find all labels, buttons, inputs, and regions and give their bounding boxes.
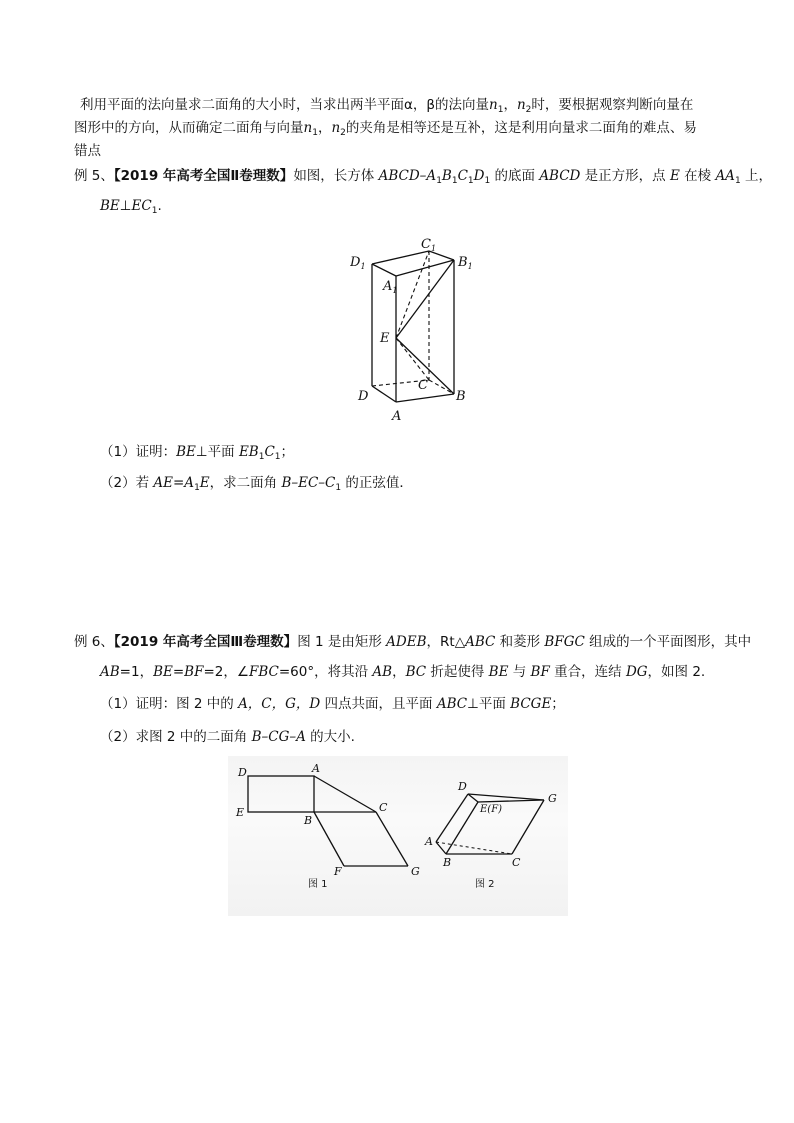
- angle: FBC: [248, 664, 279, 680]
- plane: BCGE: [510, 696, 552, 712]
- subscript: 1: [467, 176, 474, 186]
- segment: BE: [488, 664, 509, 680]
- subscript: 2: [340, 128, 346, 138]
- ex6-text: 与: [508, 664, 531, 680]
- ex6-figures-svg: [228, 756, 568, 916]
- ex6-text: ，Rt△: [426, 634, 466, 650]
- plane: ABC: [436, 696, 468, 712]
- ex5-solid-name: ABCD–A: [378, 168, 437, 184]
- subscript: 1: [312, 128, 318, 138]
- q-text: 若: [135, 475, 154, 491]
- ex5-text: 上，: [740, 168, 772, 184]
- q-number: （2）: [100, 475, 136, 491]
- q-text: ；: [551, 696, 565, 712]
- fig1-label-F: F: [334, 865, 342, 878]
- intro-text: 时，要根据观察判断向量在: [531, 97, 694, 113]
- fig2-label-D: D: [458, 780, 467, 793]
- period: .: [157, 198, 162, 214]
- fig1-label-E: E: [236, 806, 245, 819]
- vector-n2: n: [331, 120, 341, 136]
- dihedral-angle: B–CG–A: [251, 729, 306, 745]
- ex5-text: 在棱: [679, 168, 716, 184]
- equation: AE=A: [153, 475, 195, 491]
- q-text: 证明：: [135, 444, 177, 460]
- label-E: E: [380, 331, 390, 346]
- segment: BC: [405, 664, 427, 680]
- q-number: （2）: [100, 729, 136, 745]
- intro-text: 的夹角是相等还是互补，这是利用向量求二面角的难点、易: [345, 120, 697, 136]
- ex6-text: 组成的一个平面图形，其中: [584, 634, 752, 650]
- segment: BE: [153, 664, 173, 680]
- fig1-label-D: D: [238, 766, 247, 779]
- ex6-number: 例 6、: [74, 634, 114, 650]
- subscript: 1: [258, 452, 265, 462]
- ex5-text: 是正方形，点: [580, 168, 670, 184]
- ex5-solid-name: D: [473, 168, 485, 184]
- separator: ，: [503, 97, 517, 113]
- q-text: 的大小.: [305, 729, 355, 745]
- ex6-question-2: [100, 727, 355, 747]
- label-A: A: [392, 409, 402, 424]
- q-text: ⊥平面: [195, 444, 239, 460]
- q-number: （1）: [100, 444, 136, 460]
- ex5-condition: [100, 196, 162, 216]
- separator: ，: [317, 120, 332, 136]
- fig2-label-A: A: [425, 835, 433, 848]
- ex6-figures: [228, 756, 568, 916]
- ex6-text: 折起使得: [426, 664, 489, 680]
- ex6-text: 重合，连结: [549, 664, 626, 680]
- segment: AB: [100, 664, 120, 680]
- ex5-edge: AA: [715, 168, 735, 184]
- vector-n1: n: [303, 120, 313, 136]
- ex6-text: 图 1 是由矩形: [297, 634, 387, 650]
- segment: AB: [372, 664, 393, 680]
- ex6-conditions: [100, 662, 705, 682]
- ex5-source: 【2019 年高考全国Ⅱ卷理数】: [113, 168, 294, 184]
- ex5-base: ABCD: [539, 168, 581, 184]
- q-number: （1）: [100, 696, 136, 712]
- label-D1: $D_1$: [350, 255, 366, 271]
- intro-text: 利用平面的法向量求二面角的大小时，当求出两半平面α，β的法向量: [80, 97, 490, 113]
- rect-name: ADEB: [386, 634, 427, 650]
- ex5-solid-name: B: [441, 168, 452, 184]
- ex6-text: =: [172, 664, 185, 680]
- label-B: B: [456, 389, 466, 404]
- equation: E: [199, 475, 210, 491]
- fig2-caption: 图 2: [475, 879, 495, 890]
- ex6-text: 和菱形: [495, 634, 545, 650]
- label-A1: $A_1$: [383, 279, 398, 295]
- ex6-question-1: [100, 694, 565, 714]
- q-text: ⊥平面: [467, 696, 511, 712]
- ex6-source: 【2019 年高考全国Ⅲ卷理数】: [113, 634, 298, 650]
- ex6-text: =2，∠: [203, 664, 249, 680]
- intro-line-1: [80, 95, 693, 115]
- ex5-question-2: [100, 473, 413, 493]
- ex5-text: 的底面: [490, 168, 540, 184]
- q-text: 的正弦值．: [341, 475, 413, 491]
- q-text: 四点共面，且平面: [320, 696, 437, 712]
- intro-line-3: 错点: [74, 143, 101, 159]
- tri-name: ABC: [465, 634, 496, 650]
- q-text: ；: [280, 444, 295, 460]
- points: A，C，G，D: [238, 696, 321, 712]
- fig2-label-EF: E(F): [480, 804, 503, 815]
- q-text: 求图 2 中的二面角: [135, 729, 252, 745]
- fig1-label-G: G: [411, 865, 420, 878]
- plane: C: [264, 444, 275, 460]
- plane: EB: [238, 444, 259, 460]
- ex5-heading: [74, 166, 772, 186]
- segment: EC: [131, 198, 152, 214]
- subscript: 1: [436, 176, 442, 186]
- fig1-label-C: C: [379, 801, 388, 814]
- ex5-number: 例 5、: [74, 168, 114, 184]
- ex5-text: 如图，长方体: [293, 168, 379, 184]
- fig1-caption: 图 1: [308, 879, 328, 890]
- subscript: 1: [484, 176, 491, 186]
- intro-text: 图形中的方向，从而确定二面角与向量: [74, 120, 304, 136]
- intro-line-2: [74, 118, 697, 138]
- ex6-text: =1，: [119, 664, 154, 680]
- ex6-text: =60°，将其沿: [278, 664, 373, 680]
- label-C: C: [418, 378, 428, 393]
- vector-n2: n: [516, 97, 526, 113]
- ex6-heading: [74, 632, 751, 652]
- label-B1: $B_1$: [458, 255, 473, 271]
- ex5-point: E: [669, 168, 680, 184]
- subscript: 1: [497, 105, 504, 115]
- subscript: 1: [194, 483, 200, 493]
- subscript: 2: [525, 105, 532, 115]
- ex5-cuboid-figure: [350, 232, 480, 428]
- fig1-label-B: B: [304, 814, 313, 827]
- ex6-text: ，: [392, 664, 406, 680]
- subscript: 1: [451, 176, 458, 186]
- dihedral-angle: B–EC–C: [281, 475, 336, 491]
- label-D: D: [358, 389, 369, 404]
- segment: DG: [625, 664, 648, 680]
- label-C1: $C_1$: [421, 237, 437, 253]
- fig2-label-G: G: [548, 792, 557, 805]
- segment: BE: [100, 198, 120, 214]
- fig2-label-C: C: [512, 856, 521, 869]
- perp-symbol: ⊥: [119, 198, 132, 214]
- ex6-text: ，如图 2.: [647, 664, 706, 680]
- subscript: 1: [151, 206, 158, 216]
- ex5-question-1: [100, 442, 294, 462]
- subscript: 1: [274, 452, 281, 462]
- q-text: ，求二面角: [209, 475, 282, 491]
- subscript: 1: [734, 176, 741, 186]
- rhombus-name: BFGC: [544, 634, 585, 650]
- segment: BF: [530, 664, 550, 680]
- vector-n1: n: [489, 97, 498, 113]
- ex5-solid-name: C: [457, 168, 468, 184]
- segment: BE: [176, 444, 196, 460]
- q-text: 证明：图 2 中的: [135, 696, 239, 712]
- subscript: 1: [335, 483, 342, 493]
- fig1-label-A: A: [312, 762, 320, 775]
- fig2-label-B: B: [443, 856, 452, 869]
- segment: BF: [184, 664, 204, 680]
